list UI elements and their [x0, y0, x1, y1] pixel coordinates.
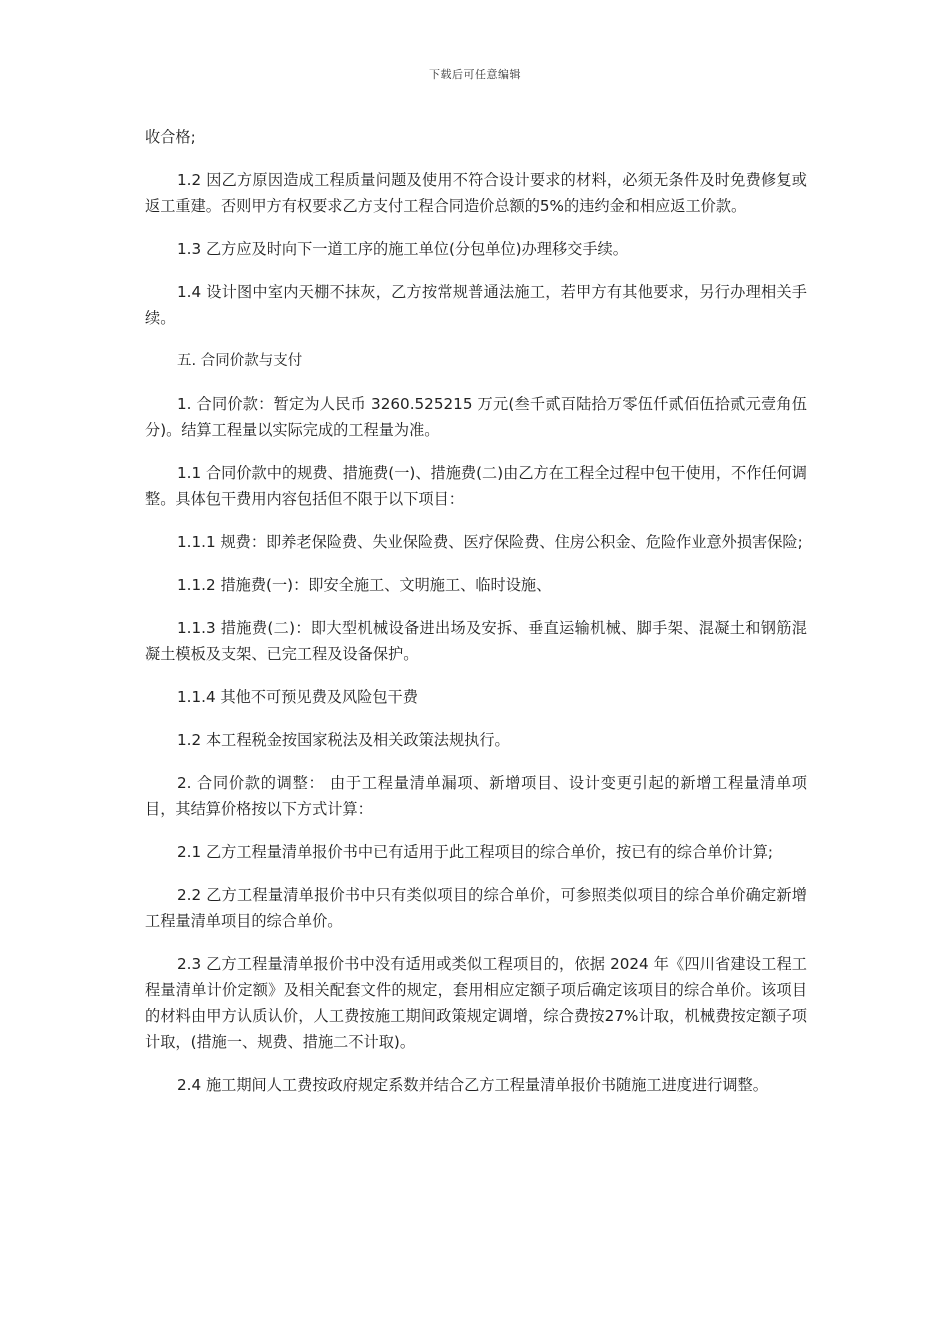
paragraph-2-2: 2.2 乙方工程量清单报价书中只有类似项目的综合单价，可参照类似项目的综合单价确定新增工程量清单项目的综合单价。 — [145, 886, 807, 930]
paragraph-continuation: 收合格; — [145, 128, 196, 146]
paragraph-price-adjustment: 2. 合同价款的调整： 由于工程量清单漏项、新增项目、设计变更引起的新增工程量清单项目，其结算价格按以下方式计算： — [145, 774, 807, 818]
paragraph-1-2: 1.2 因乙方原因造成工程质量问题及使用不符合设计要求的材料，必须无条件及时免费修复或返工重建。否则甲方有权要求乙方支付工程合同造价总额的5%的违约金和相应返工价款。 — [145, 171, 807, 215]
paragraph-1-4: 1.4 设计图中室内天棚不抹灰，乙方按常规普通法施工，若甲方有其他要求，另行办理相关手续。 — [145, 283, 807, 327]
section-heading-contract-price: 五. 合同价款与支付 — [177, 353, 303, 369]
paragraph-1-1-lump-sum: 1.1 合同价款中的规费、措施费(一)、措施费(二)由乙方在工程全过程中包干使用，不作任何调整。具体包干费用内容包括但不限于以下项目： — [145, 464, 807, 508]
paragraph-2-1: 2.1 乙方工程量清单报价书中已有适用于此工程项目的综合单价，按已有的综合单价计算; — [177, 843, 774, 861]
paragraph-1-2-tax: 1.2 本工程税金按国家税法及相关政策法规执行。 — [177, 731, 510, 749]
paragraph-1-1-3-measures-two: 1.1.3 措施费(二)：即大型机械设备进出场及安拆、垂直运输机械、脚手架、混凝土和钢筋混凝土模板及支架、已完工程及设备保护。 — [145, 619, 807, 663]
paragraph-1-1-4-contingency: 1.1.4 其他不可预见费及风险包干费 — [177, 688, 418, 706]
document-body — [145, 124, 807, 1115]
paragraph-1-1-1-fees: 1.1.1 规费：即养老保险费、失业保险费、医疗保险费、住房公积金、危险作业意外损害保险; — [177, 533, 803, 551]
paragraph-contract-price: 1. 合同价款：暂定为人民币 3260.525215 万元(叁千贰百陆拾万零伍仟贰佰伍拾贰元壹角伍分)。结算工程量以实际完成的工程量为准。 — [145, 395, 807, 439]
page-header: 下载后可任意编辑 — [429, 68, 521, 81]
paragraph-1-3: 1.3 乙方应及时向下一道工序的施工单位(分包单位)办理移交手续。 — [177, 240, 628, 258]
paragraph-1-1-2-measures-one: 1.1.2 措施费(一)：即安全施工、文明施工、临时设施、 — [177, 576, 552, 594]
paragraph-2-3: 2.3 乙方工程量清单报价书中没有适用或类似工程项目的，依据 2024 年《四川省建设工程工程量清单计价定额》及相关配套文件的规定，套用相应定额子项后确定该项目的综合单价。该项目的材料由甲方认质认价，人工费按施工期间政策规定调增，综合费按27%计取，机械费按定额子项计取，(措施一、规费、措施二不计取)。 — [145, 955, 807, 1051]
paragraph-2-4: 2.4 施工期间人工费按政府规定系数并结合乙方工程量清单报价书随施工进度进行调整。 — [177, 1076, 768, 1094]
